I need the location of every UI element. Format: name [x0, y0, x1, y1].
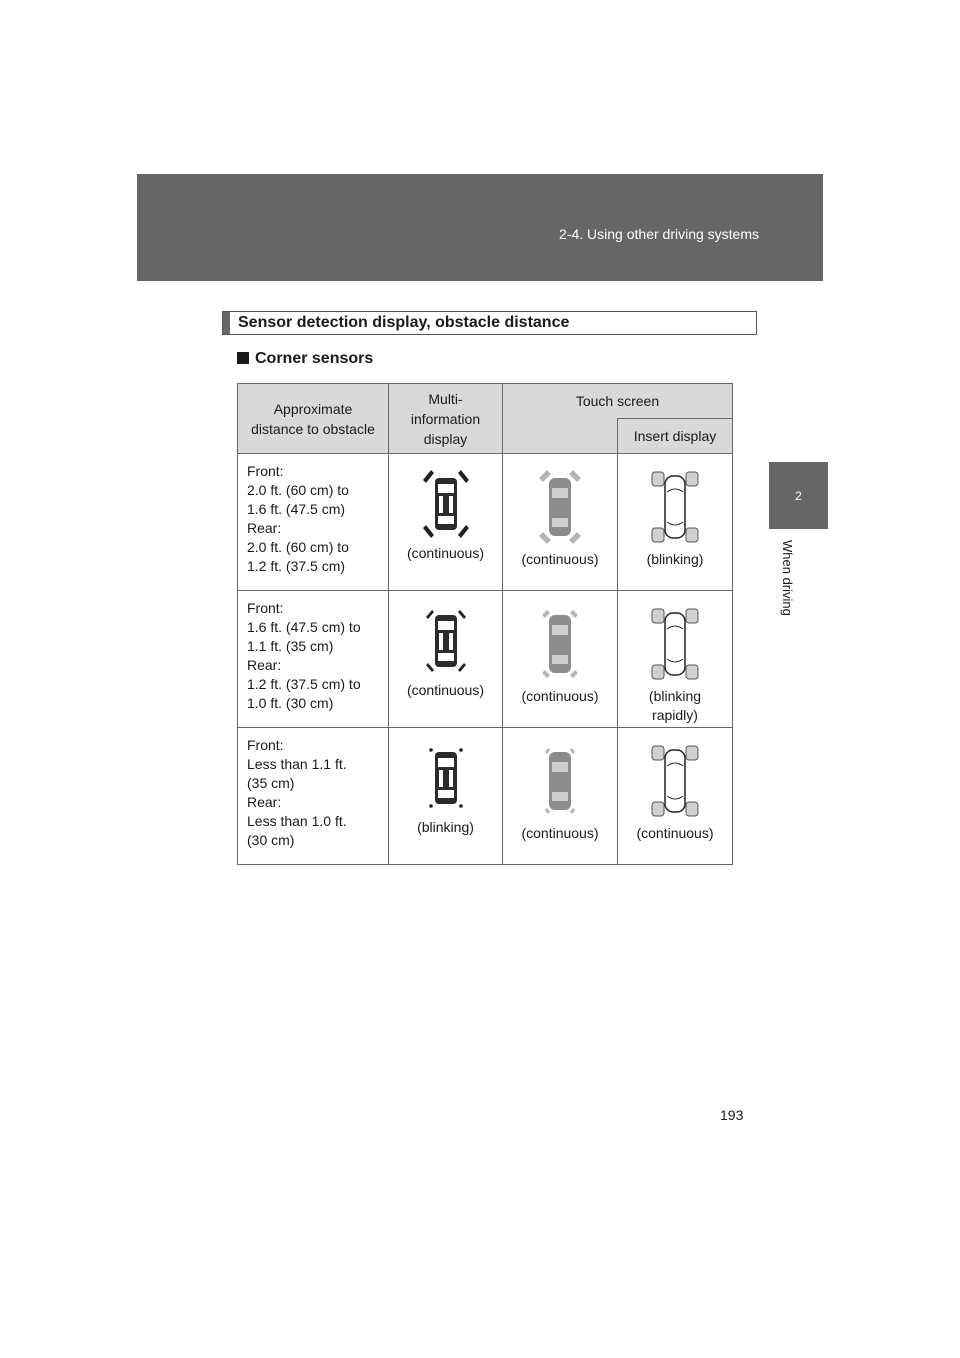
- page-number: 193: [720, 1107, 744, 1123]
- insert-display-cell: [618, 728, 733, 865]
- header-touch-screen: Touch screen: [503, 384, 733, 419]
- touch-screen-caption: (continuous): [521, 688, 599, 704]
- header-band: [137, 174, 823, 281]
- touch-screen-caption: (continuous): [521, 825, 599, 841]
- car-photo-icon: [533, 468, 587, 546]
- chapter-heading: 2-4. Using other driving systems: [559, 226, 759, 242]
- car-topview-icon: [419, 605, 473, 677]
- car-outline-icon: [648, 468, 702, 546]
- section-title: Sensor detection display, obstacle distance: [238, 314, 570, 331]
- distance-cell: Front: Less than 1.1 ft. (35 cm) Rear: Less than 1.0 ft. (30 cm): [238, 728, 389, 865]
- chapter-label: When driving: [780, 540, 795, 616]
- car-outline-icon: [648, 742, 702, 820]
- subheading-text: Corner sensors: [255, 350, 374, 367]
- car-topview-icon: [419, 742, 473, 814]
- insert-display-cell: [618, 591, 733, 728]
- insert-display-caption: (blinking): [646, 551, 704, 567]
- distance-cell: Front: 2.0 ft. (60 cm) to 1.6 ft. (47.5 cm) Rear: 2.0 ft. (60 cm) to 1.2 ft. (37.5 cm): [238, 454, 389, 591]
- multi-info-caption: (blinking): [417, 819, 474, 835]
- section-bar: [223, 312, 230, 334]
- table-row: [238, 454, 733, 591]
- multi-info-cell: [389, 454, 503, 591]
- insert-display-cell: [618, 454, 733, 591]
- insert-display-caption: (continuous): [636, 825, 714, 841]
- chapter-tab: [769, 462, 828, 529]
- touch-screen-cell: [503, 728, 618, 865]
- car-outline-icon: [648, 605, 702, 683]
- square-bullet-icon: [237, 352, 249, 364]
- table-row: [238, 591, 733, 728]
- header-insert-display: Insert display: [618, 419, 733, 454]
- header-multi-info: Multi-information display: [389, 384, 503, 454]
- touch-screen-cell: [503, 454, 618, 591]
- multi-info-caption: (continuous): [406, 682, 485, 698]
- subheading: [237, 350, 373, 368]
- section-title-box: [222, 311, 757, 335]
- distance-cell: Front: 1.6 ft. (47.5 cm) to 1.1 ft. (35 cm) Rear: 1.2 ft. (37.5 cm) to 1.0 ft. (30 cm): [238, 591, 389, 728]
- multi-info-cell: [389, 728, 503, 865]
- chapter-number: 2: [795, 488, 802, 503]
- insert-display-caption: (blinking rapidly): [648, 688, 702, 723]
- car-photo-icon: [533, 742, 587, 820]
- car-topview-icon: [419, 468, 473, 540]
- car-photo-icon: [533, 605, 587, 683]
- touch-screen-caption: (continuous): [521, 551, 599, 567]
- header-distance: Approximate distance to obstacle: [238, 384, 389, 454]
- touch-screen-cell: [503, 591, 618, 728]
- multi-info-caption: (continuous): [406, 545, 485, 561]
- table-row: [238, 728, 733, 865]
- sensor-table: [237, 383, 733, 865]
- multi-info-cell: [389, 591, 503, 728]
